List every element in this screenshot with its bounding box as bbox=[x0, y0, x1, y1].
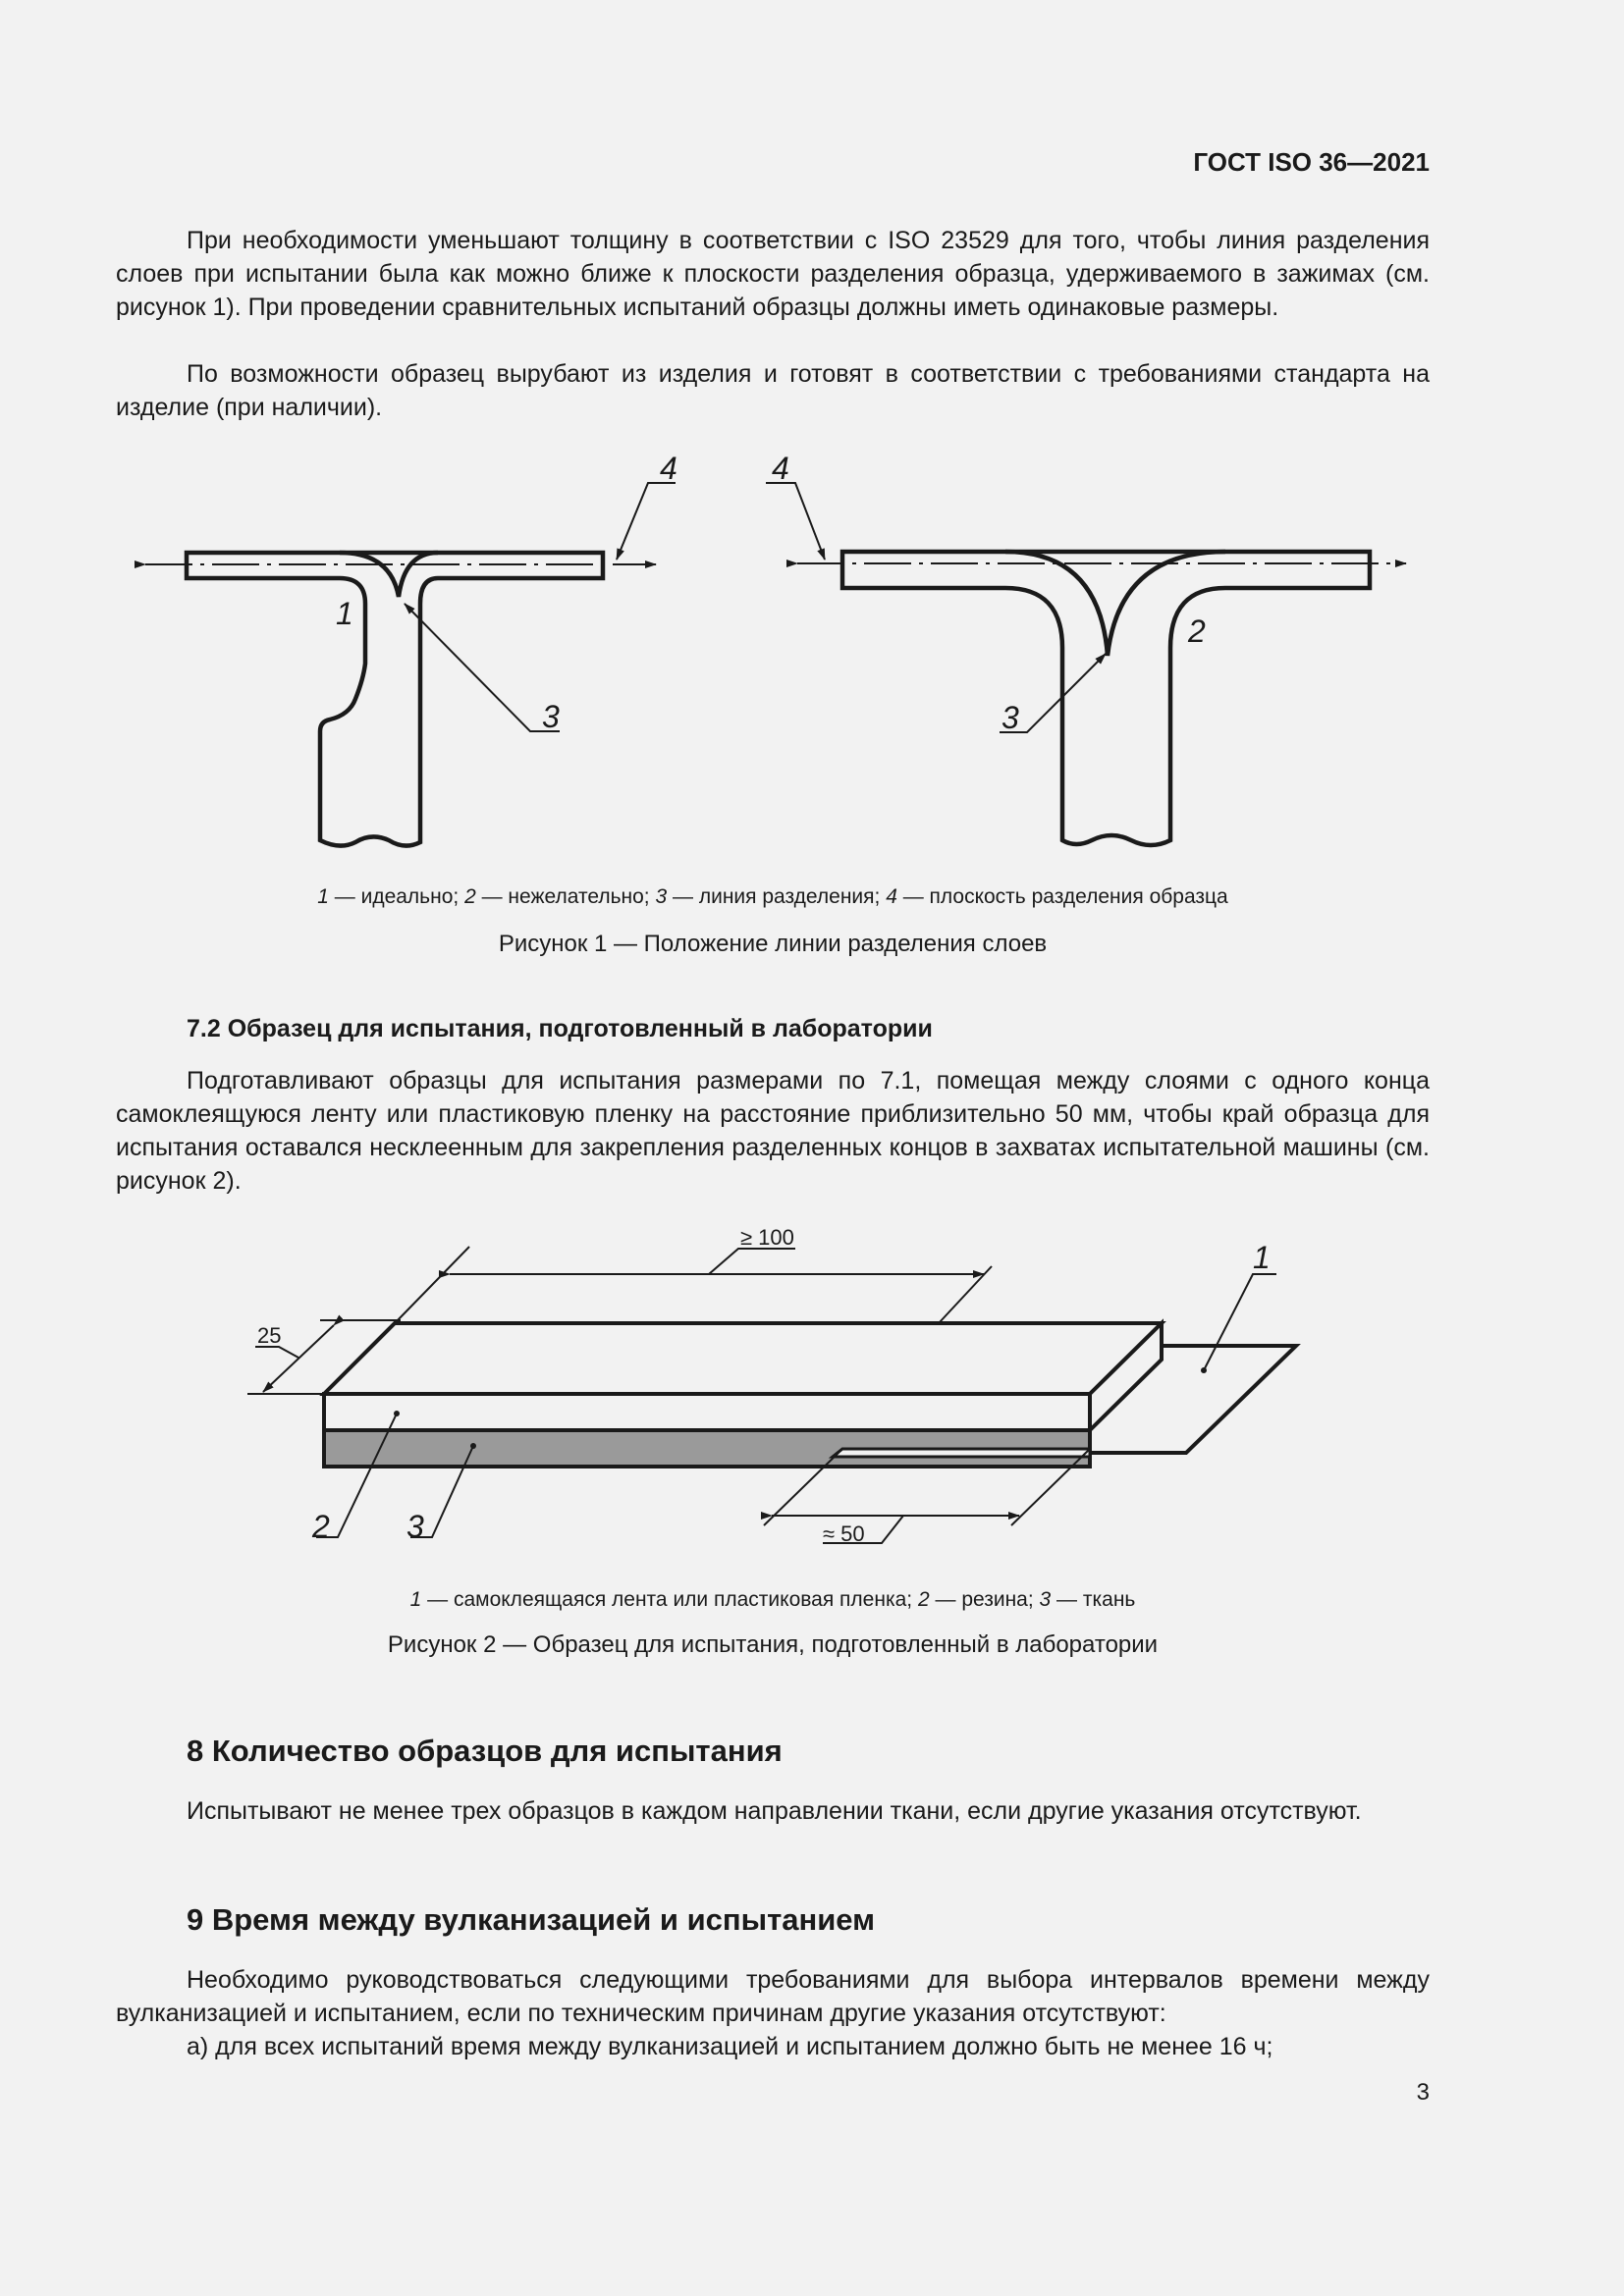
legend-text: — идеально; bbox=[328, 885, 465, 908]
legend-num: 2 bbox=[917, 1588, 930, 1611]
dim-length: ≥ 100 bbox=[740, 1225, 794, 1250]
dim-width: 25 bbox=[257, 1323, 282, 1348]
section-9-heading: 9 Время между вулканизацией и испытанием bbox=[187, 1902, 876, 1937]
figure-2-caption: Рисунок 2 — Образец для испытания, подготовленный в лаборатории bbox=[387, 1631, 1159, 1658]
intro-paragraph-1: При необходимости уменьшают толщину в соответствии с ISO 23529 для того, чтобы линия разделения слоев при испытании была как можно ближе к плоскости разделения образца, удерживаемого в зажимах (см. рисунок 1). При проведении сравнительных испытаний образцы должны иметь одинаковые размеры. bbox=[116, 227, 1430, 321]
figure-2 bbox=[0, 1207, 1624, 1571]
label-4-left: 4 bbox=[660, 451, 677, 486]
label-2: 2 bbox=[1188, 614, 1206, 649]
figure-1-caption: Рисунок 1 — Положение линии разделения слоев bbox=[498, 931, 1048, 957]
specimen-ideal-outline bbox=[187, 553, 603, 846]
label-1: 1 bbox=[336, 596, 353, 631]
legend-text: — линия разделения; bbox=[667, 885, 887, 908]
section-9-paragraph: Необходимо руководствоваться следующими требованиями для выбора интервалов времени между вулканизацией и испытанием, если по техническим причинам другие указания отсутствуют: bbox=[116, 1966, 1430, 2027]
specimen-undesirable-outline bbox=[842, 552, 1370, 845]
legend-text: — ткань bbox=[1051, 1588, 1136, 1611]
label-4-right: 4 bbox=[772, 451, 789, 486]
tape-under bbox=[833, 1449, 1090, 1457]
figure-2-legend bbox=[116, 1588, 1430, 1612]
fig2-label-2: 2 bbox=[312, 1509, 330, 1544]
intro-paragraph-2: По возможности образец вырубают из изделия и готовят в соответствии с требованиями стандарта на изделие (при наличии). bbox=[116, 360, 1430, 421]
rubber-front bbox=[324, 1394, 1090, 1430]
legend-text: — самоклеящаяся лента или пластиковая пленка; bbox=[421, 1588, 918, 1611]
legend-num: 1 bbox=[409, 1588, 422, 1611]
section-8-paragraph: Испытывают не менее трех образцов в каждом направлении ткани, если другие указания отсутствуют. bbox=[187, 1797, 1362, 1825]
document-header: ГОСТ ISO 36—2021 bbox=[1193, 147, 1430, 177]
legend-text: — нежелательно; bbox=[475, 885, 656, 908]
section-7-2-paragraph: Подготавливают образцы для испытания размерами по 7.1, помещая между слоями с одного конца самоклеящуюся ленту или пластиковую пленку на расстояние приблизительно 50 мм, чтобы край образца для испытания оставался несклеенным для закрепления разделенных концов в захватах испытательной машины (см. рисунок 2). bbox=[116, 1067, 1430, 1195]
page-number: 3 bbox=[1416, 2079, 1430, 2106]
section-9-item-a: а) для всех испытаний время между вулканизацией и испытанием должно быть не менее 16 ч; bbox=[187, 2033, 1273, 2060]
figure-1-legend bbox=[116, 885, 1430, 909]
legend-num: 1 bbox=[317, 885, 329, 908]
figure-1 bbox=[0, 432, 1624, 864]
legend-text: — плоскость разделения образца bbox=[896, 885, 1228, 908]
legend-num: 3 bbox=[655, 885, 668, 908]
legend-text: — резина; bbox=[929, 1588, 1040, 1611]
fig2-label-3: 3 bbox=[406, 1509, 424, 1544]
label-3-right: 3 bbox=[1001, 700, 1019, 735]
legend-num: 3 bbox=[1039, 1588, 1052, 1611]
dim-tape: ≈ 50 bbox=[823, 1522, 865, 1546]
fig2-label-1: 1 bbox=[1253, 1240, 1271, 1275]
section-8-heading: 8 Количество образцов для испытания bbox=[187, 1734, 783, 1768]
legend-num: 4 bbox=[886, 885, 897, 908]
section-7-2-heading: 7.2 Образец для испытания, подготовленный в лаборатории bbox=[187, 1015, 933, 1042]
legend-num: 2 bbox=[464, 885, 476, 908]
label-3-left: 3 bbox=[542, 699, 560, 734]
rubber-top bbox=[324, 1323, 1162, 1394]
